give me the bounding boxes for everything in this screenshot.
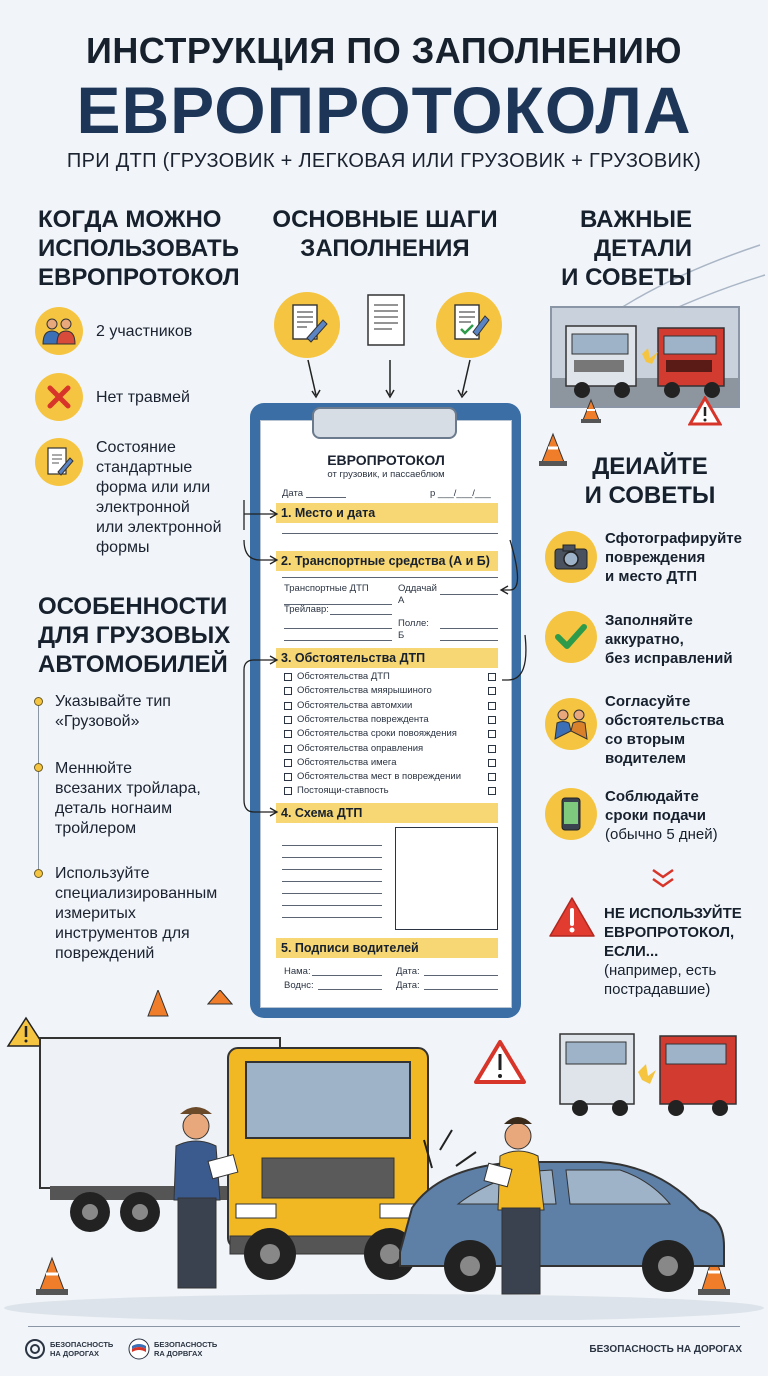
- tip-note: (обычно 5 дней): [605, 826, 718, 843]
- steps-heading: [262, 205, 508, 263]
- handshake-icon: [545, 698, 597, 750]
- condition-form-line: форма или или: [96, 479, 211, 496]
- form-sign-name: Нама:: [284, 966, 311, 977]
- clipboard-clip: [312, 407, 457, 439]
- circumstance-item: Обстоятельства имега: [297, 756, 397, 768]
- truck-tip-tools: [55, 864, 255, 964]
- chevron-down-icon: [648, 867, 678, 891]
- form-sign-date2: Дата:: [396, 980, 420, 991]
- form-vehicle-right2: Полле:: [398, 618, 429, 629]
- circumstance-item: Обстоятельства оправления: [297, 742, 424, 754]
- circumstance-item: Обстоятельства мяярышиного: [297, 685, 432, 697]
- truck-tip-line: Используйте: [55, 865, 150, 882]
- tips-heading-line: ДЕИАЙТЕ: [592, 453, 708, 480]
- bullet-dot: [34, 869, 43, 878]
- footer-logo-line: RA ДОРВГАХ: [154, 1349, 203, 1358]
- truck-heading-line: ДЛЯ ГРУЗОВЫХ: [38, 622, 231, 649]
- warning-note-line: пострадавшие): [604, 981, 711, 998]
- tip-deadline: [605, 787, 755, 844]
- tip-line: Согласуйте: [605, 693, 691, 710]
- truck-tip-line: Указывайте тип: [55, 693, 171, 710]
- circumstance-item: Постоящи-ставпость: [297, 785, 389, 797]
- form-section-vehicles: 2. Транспортные средства (А и Б): [276, 551, 498, 571]
- warning-icon: [688, 396, 722, 426]
- road-safety-logo-icon: [24, 1338, 46, 1360]
- people-icon: [35, 307, 83, 355]
- truck-tip-line: деталь ногнаим: [55, 800, 173, 817]
- when-heading: [38, 205, 248, 292]
- form-section-scheme: 4. Схема ДТП: [276, 803, 498, 823]
- footer-logo-line: БЕЗОПАСНОСТЬ: [154, 1340, 218, 1349]
- form-vehicle-left2: Трейлавр:: [284, 604, 329, 615]
- tip-photo: [605, 529, 755, 586]
- truck-tip-line: специализированным: [55, 885, 218, 902]
- footer-logo2: [154, 1340, 217, 1358]
- form-vehicle-right1: Оддачай: [398, 583, 437, 594]
- document-pen-icon: [35, 438, 83, 486]
- steps-heading-line: ОСНОВНЫЕ ШАГИ: [272, 206, 498, 233]
- warning-line: ЕВРОПРОТОКОЛ,: [604, 924, 735, 941]
- truck-features-heading: [38, 592, 248, 679]
- document-pen-icon: [274, 292, 340, 358]
- details-heading-line: ВАЖНЫЕ: [580, 206, 692, 233]
- tip-agree: [605, 692, 755, 768]
- form-vehicle-right2b: Б: [398, 630, 405, 641]
- checklist-icon: [436, 292, 502, 358]
- bullet-dot: [34, 697, 43, 706]
- condition-form-line: Состояние: [96, 439, 176, 456]
- traffic-cone-icon: [580, 398, 602, 424]
- truck-tip-line: измеритых: [55, 905, 136, 922]
- circumstance-item: Обстоятельства ДТП: [297, 671, 390, 682]
- truck-tip-line: Меннюйте: [55, 760, 133, 777]
- footer-logo-line: НА ДОРОГАХ: [50, 1349, 100, 1358]
- truck-heading-line: АВТОМОБИЛЕЙ: [38, 651, 228, 678]
- warning-note-line: (например, есть: [604, 962, 717, 979]
- warning-line: ЕСЛИ...: [604, 943, 659, 960]
- condition-participants: 2 участников: [96, 323, 193, 340]
- tip-line: со вторым: [605, 731, 686, 748]
- condition-form-type: [96, 438, 256, 558]
- form-date-label: Дата: [282, 488, 304, 499]
- truck-tip-line: тройлером: [55, 820, 137, 837]
- footer-logo1: [50, 1340, 113, 1358]
- tips-heading: [560, 452, 740, 510]
- form-date-right: р ___/___/___: [430, 488, 491, 499]
- truck-timeline: [38, 700, 39, 875]
- tip-line: повреждения: [605, 549, 706, 566]
- tip-line: сроки подачи: [605, 807, 707, 824]
- truck-heading-line: ОСОБЕННОСТИ: [38, 593, 228, 620]
- flag-logo-icon: [128, 1338, 150, 1360]
- scheme-box[interactable]: [395, 827, 498, 930]
- document-icon: [354, 288, 420, 354]
- details-heading: [548, 205, 740, 292]
- details-heading-line: ДЕТАЛИ: [594, 235, 692, 262]
- when-heading-line: ИСПОЛЬЗОВАТЬ: [38, 235, 239, 262]
- form-section-signatures: 5. Подписи водителей: [276, 938, 498, 958]
- tip-line: Сфотографируйте: [605, 530, 742, 547]
- tip-line: без исправлений: [605, 650, 733, 667]
- form-subtitle: от грузовик, и пассаеблюм: [327, 469, 445, 480]
- arrows-decoration: [290, 355, 480, 403]
- form-section-place-date: 1. Место и дата: [276, 503, 498, 523]
- page-title-line1: ИНСТРУКЦИЯ ПО ЗАПОЛНЕНИЮ: [85, 30, 683, 71]
- form-sign-date: Дата:: [396, 966, 420, 977]
- circumstance-item: Обстоятельства автомхии: [297, 699, 413, 711]
- tip-line: Заполняйте: [605, 612, 693, 629]
- truck-tip-line: повреждений: [55, 945, 155, 962]
- warning-text: [604, 904, 754, 999]
- condition-no-injuries: Нет травмей: [96, 389, 190, 406]
- circumstance-item: Обстоятельства сроки повояждения: [297, 728, 457, 740]
- when-heading-line: КОГДА МОЖНО: [38, 206, 222, 233]
- form-vehicle-left1: Транспортные ДТП: [284, 583, 369, 594]
- phone-icon: [545, 788, 597, 840]
- form-title: ЕВРОПРОТОКОЛ: [327, 452, 445, 468]
- tip-line: Соблюдайте: [605, 788, 699, 805]
- tip-line: аккуратно,: [605, 631, 684, 648]
- warning-icon: [548, 896, 596, 938]
- truck-tip-line: всезаних тройлара,: [55, 780, 201, 797]
- tip-line: и место ДТП: [605, 568, 698, 585]
- condition-form-line: или электронной: [96, 519, 222, 536]
- form-section-circumstances: 3. Обстоятельства ДТП: [276, 648, 498, 668]
- bullet-dot: [34, 763, 43, 772]
- condition-form-line: стандартные: [96, 459, 193, 476]
- check-icon: [545, 611, 597, 663]
- page-title-line2: ЕВРОПРОТОКОЛА: [76, 73, 692, 147]
- circumstance-item: Обстоятельства мест в повреждении: [297, 771, 462, 783]
- condition-form-line: формы: [96, 539, 150, 556]
- form-sign-driver: Воднс:: [284, 980, 314, 991]
- tip-line: обстоятельства: [605, 712, 724, 729]
- tip-line: водителем: [605, 750, 686, 767]
- warning-line: НЕ ИСПОЛЬЗУЙТЕ: [604, 905, 742, 922]
- when-heading-line: ЕВРОПРОТОКОЛ: [38, 264, 240, 291]
- cross-icon: [35, 373, 83, 421]
- footer-divider: [28, 1326, 740, 1327]
- truck-tip-line: «Грузовой»: [55, 713, 140, 730]
- accident-illustration: [0, 990, 768, 1320]
- truck-tip-line: инструментов для: [55, 925, 190, 942]
- tip-accurate: [605, 611, 755, 668]
- trucks-collision-photo: [550, 306, 740, 408]
- connector-lines: [240, 500, 530, 830]
- tips-heading-line: И СОВЕТЫ: [584, 482, 716, 509]
- details-heading-line: И СОВЕТЫ: [561, 264, 692, 291]
- camera-icon: [545, 531, 597, 583]
- footer-logo-line: БЕЗОПАСНОСТЬ: [50, 1340, 114, 1349]
- circumstance-item: Обстоятельства повреждента: [297, 713, 429, 725]
- footer-right-text: БЕЗОПАСНОСТЬ НА ДОРОГАХ: [589, 1344, 742, 1355]
- page-subtitle: ПРИ ДТП (ГРУЗОВИК + ЛЕГКОВАЯ ИЛИ ГРУЗОВИК + ГРУЗОВИК): [66, 150, 702, 172]
- truck-tip-type: [55, 692, 255, 732]
- steps-heading-line: ЗАПОЛНЕНИЯ: [300, 235, 470, 262]
- form-vehicle-right1b: А: [398, 595, 405, 606]
- condition-form-line: электронной: [96, 499, 190, 516]
- truck-tip-trailer: [55, 759, 255, 839]
